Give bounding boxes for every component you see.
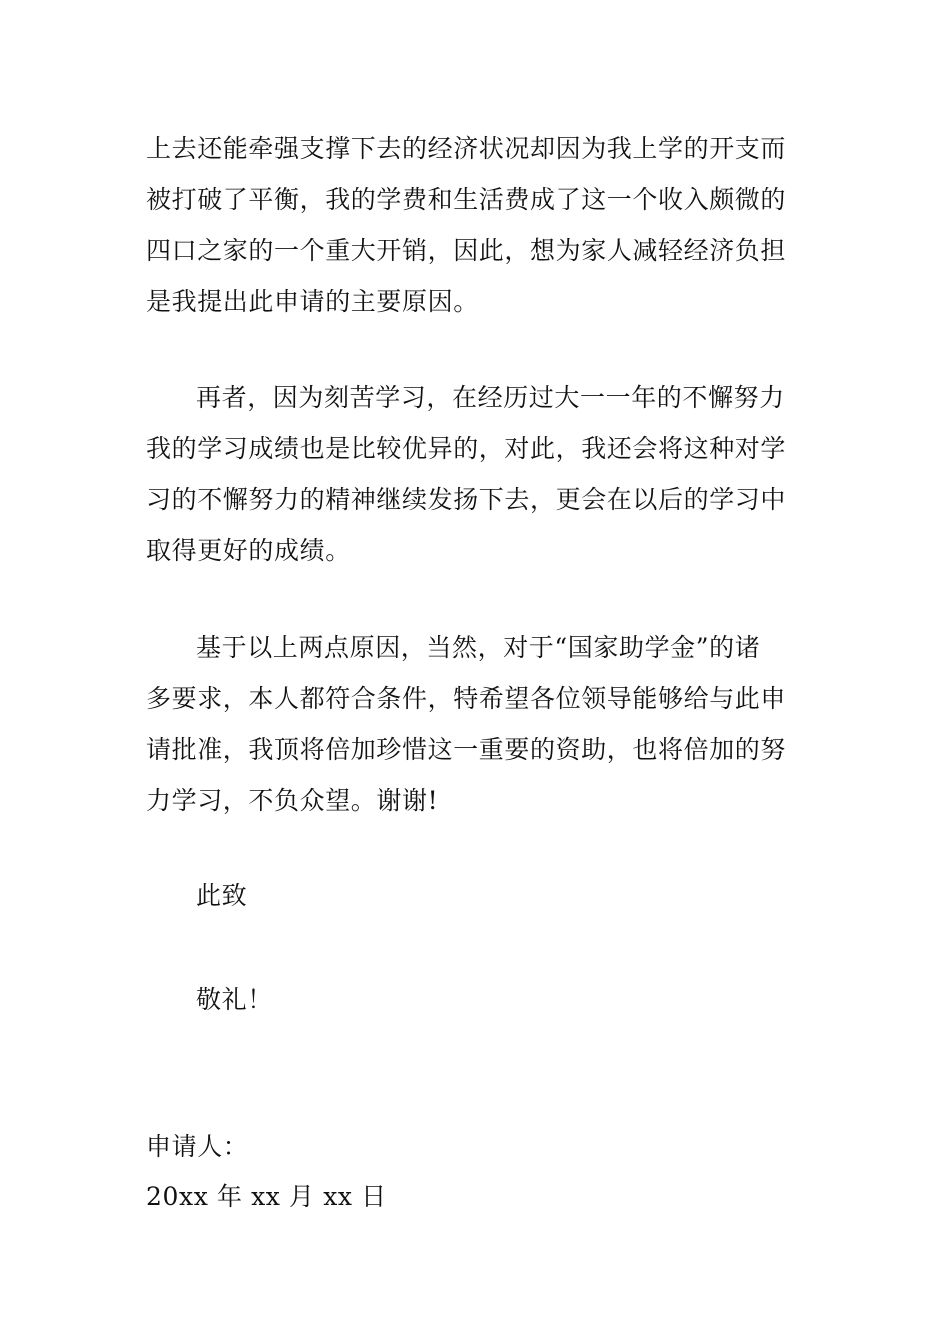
paragraph-2-line-2: 我的学习成绩也是比较优异的，对此，我还会将这种对学 xyxy=(146,434,787,463)
closing-regards: 敬礼！ xyxy=(196,985,273,1014)
paragraph-2-line-3: 习的不懈努力的精神继续发扬下去，更会在以后的学习中 xyxy=(146,485,787,514)
paragraph-1-line-4: 是我提出此申请的主要原因。 xyxy=(146,287,479,316)
applicant-label: 申请人： xyxy=(146,1132,249,1161)
paragraph-3-line-1: 基于以上两点原因，当然，对于“国家助学金”的诸 xyxy=(196,633,761,662)
paragraph-3-line-2: 多要求，本人都符合条件，特希望各位领导能够给与此申 xyxy=(146,684,787,713)
closing-salutation: 此致 xyxy=(196,881,248,910)
paragraph-1-line-2: 被打破了平衡，我的学费和生活费成了这一个收入颇微的 xyxy=(146,185,787,214)
paragraph-2-line-1: 再者，因为刻苦学习，在经历过大一一年的不懈努力 xyxy=(196,383,785,412)
application-date: 20xx 年 xx 月 xx 日 xyxy=(146,1182,387,1211)
paragraph-3-line-4: 力学习，不负众望。谢谢! xyxy=(146,786,439,815)
paragraph-1-line-3: 四口之家的一个重大开销，因此，想为家人减轻经济负担 xyxy=(146,236,787,265)
paragraph-3-line-3: 请批准，我顶将倍加珍惜这一重要的资助，也将倍加的努 xyxy=(146,735,787,764)
paragraph-1-line-1: 上去还能牵强支撑下去的经济状况却因为我上学的开支而 xyxy=(146,134,787,163)
paragraph-2-line-4: 取得更好的成绩。 xyxy=(146,536,351,565)
